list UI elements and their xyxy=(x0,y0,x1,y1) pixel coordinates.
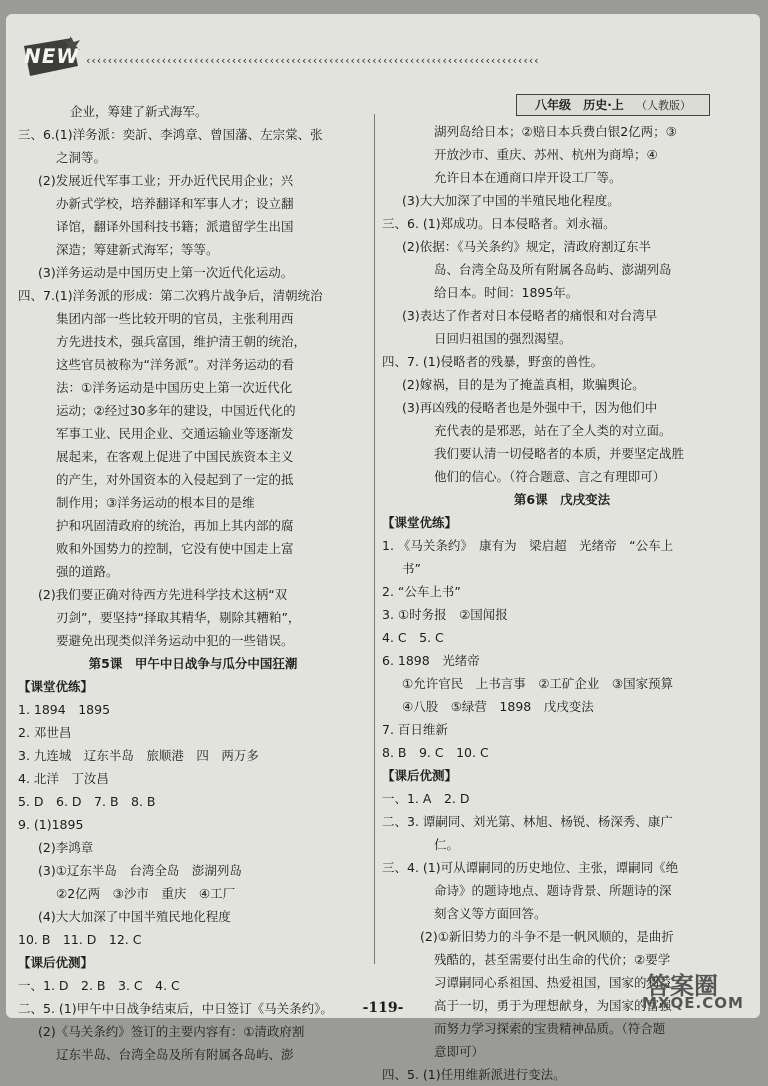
answer-line: 湖列岛给日本；②赔日本兵费白银2亿两；③ xyxy=(434,124,677,139)
section-heading: 【课后优测】 xyxy=(18,955,94,970)
answer-line: (3)大大加深了中国的半殖民地化程度。 xyxy=(402,193,620,208)
answer-line: 2. “公车上书” xyxy=(382,584,461,599)
answer-line: 5. D 6. D 7. B 8. B xyxy=(18,794,156,809)
answer-line: (3)再凶残的侵略者也是外强中干，因为他们中 xyxy=(402,400,658,415)
section-heading: 【课堂优练】 xyxy=(382,515,458,530)
answer-line: 岛、台湾全岛及所有附属各岛屿、澎湖列岛 xyxy=(434,262,672,277)
answer-line: (2)我们要正确对待西方先进科学技术这柄“双 xyxy=(38,587,288,602)
answer-line: 7. 百日维新 xyxy=(382,722,448,737)
answer-line: 三、4. (1)可从谭嗣同的历史地位、主张，谭嗣同《绝 xyxy=(382,860,679,875)
answer-line: 10. B 11. D 12. C xyxy=(18,932,142,947)
answer-line: 四、7.(1)洋务派的形成：第二次鸦片战争后，清朝统治 xyxy=(18,288,323,303)
answer-line: (4)大大加深了中国半殖民地化程度 xyxy=(38,909,231,924)
logo-text: NEW xyxy=(21,44,82,68)
answer-line: (3)洋务运动是中国历史上第一次近代化运动。 xyxy=(38,265,294,280)
column-divider xyxy=(374,114,375,964)
section-heading: 【课堂优练】 xyxy=(18,679,94,694)
answer-line: 之洞等。 xyxy=(56,150,107,165)
answer-line: 3. ①时务报 ②国闻报 xyxy=(382,607,508,622)
answer-line: 要避免出现类似洋务运动中犯的一些错误。 xyxy=(56,633,294,648)
answer-line: (2)《马关条约》签订的主要内容有：①清政府割 xyxy=(38,1024,305,1039)
subject-label: 历史·上 xyxy=(583,98,624,112)
answer-line: 意即可） xyxy=(434,1044,485,1059)
lesson-heading: 第5课 甲午中日战争与瓜分中国狂潮 xyxy=(88,656,298,671)
answer-line: 企业，筹建了新式海军。 xyxy=(70,104,208,119)
answer-line: 展起来，在客观上促进了中国民族资本主义 xyxy=(56,449,294,464)
answer-line: 开放沙市、重庆、苏州、杭州为商埠；④ xyxy=(434,147,658,162)
answer-line: 方先进技术，强兵富国，维护清王朝的统治， xyxy=(56,334,307,349)
answer-line: 他们的信心。（符合题意、言之有理即可） xyxy=(434,469,666,484)
grade-subject-box xyxy=(516,94,710,116)
answer-line: 8. B 9. C 10. C xyxy=(382,745,489,760)
answer-line: 日回归祖国的强烈渴望。 xyxy=(434,331,572,346)
answer-line: 充代表的是邪恶，站在了全人类的对立面。 xyxy=(434,423,672,438)
answer-line: (2)依据：《马关条约》规定，清政府割辽东半 xyxy=(402,239,651,254)
answer-line: 三、6. (1)郑成功。日本侵略者。刘永福。 xyxy=(382,216,616,231)
answer-line: 仁。 xyxy=(434,837,460,852)
page-number: -119- xyxy=(362,1000,404,1016)
answer-line: (2)李鸿章 xyxy=(38,840,94,855)
edition-label: （人教版） xyxy=(635,99,691,112)
answer-line: 而努力学习探索的宝贵精神品质。（符合题 xyxy=(434,1021,666,1036)
answer-line: 一、1. D 2. B 3. C 4. C xyxy=(18,978,180,993)
answer-line: 给日本。时间：1895年。 xyxy=(434,285,579,300)
answer-line: 四、5. (1)任用维新派进行变法。 xyxy=(382,1067,566,1082)
answer-line: (2)发展近代军事工业；开办近代民用企业；兴 xyxy=(38,173,294,188)
header-chevron-rule: ‹‹‹‹‹‹‹‹‹‹‹‹‹‹‹‹‹‹‹‹‹‹‹‹‹‹‹‹‹‹‹‹‹‹‹‹‹‹‹‹‹‹‹‹‹‹‹‹‹‹‹‹‹‹‹‹‹‹‹‹‹‹‹‹‹‹‹‹‹‹‹‹‹‹‹‹‹‹‹‹‹‹‹‹ xyxy=(86,54,540,67)
answer-line: 制作用；③洋务运动的根本目的是维 xyxy=(56,495,255,510)
answer-line: 1. 《马关条约》 康有为 梁启超 光绪帝 “公车上 xyxy=(382,538,674,553)
answer-line: 一、1. A 2. D xyxy=(382,791,470,806)
answer-line: 允许日本在通商口岸开设工厂等。 xyxy=(434,170,622,185)
answer-line: 6. 1898 光绪帝 xyxy=(382,653,480,668)
answer-line: 二、3. 谭嗣同、刘光第、林旭、杨锐、杨深秀、康广 xyxy=(382,814,673,829)
answer-line: (3)表达了作者对日本侵略者的痛恨和对台湾早 xyxy=(402,308,658,323)
answer-line: 集团内部一些比较开明的官员，主张利用西 xyxy=(56,311,294,326)
answer-line: 四、7. (1)侵略者的残暴，野蛮的兽性。 xyxy=(382,354,604,369)
answer-line: 4. 北洋 丁汝昌 xyxy=(18,771,109,786)
answer-line: 4. C 5. C xyxy=(382,630,444,645)
answer-line: 2. 邓世昌 xyxy=(18,725,72,740)
answer-line: 刻含义等方面回答。 xyxy=(434,906,547,921)
section-heading: 【课后优测】 xyxy=(382,768,458,783)
answer-line: 运动；②经过30多年的建设，中国近代化的 xyxy=(56,403,296,418)
answer-line: 的产生，对外国资本的入侵起到了一定的抵 xyxy=(56,472,294,487)
answer-line: ①允许官民 上书言事 ②工矿企业 ③国家预算 xyxy=(402,676,674,691)
answer-line: 3. 九连城 辽东半岛 旅顺港 四 两万多 xyxy=(18,748,259,763)
answer-line: 辽东半岛、台湾全岛及所有附属各岛屿、澎 xyxy=(56,1047,294,1062)
watermark xyxy=(628,964,760,1016)
answer-line: 强的道路。 xyxy=(56,564,119,579)
answer-line: 办新式学校，培养翻译和军事人才；设立翻 xyxy=(56,196,294,211)
answer-line: 护和巩固清政府的统治，再加上其内部的腐 xyxy=(56,518,294,533)
answer-line: 刃剑”，要坚持“择取其精华，剔除其糟粕”， xyxy=(56,610,301,625)
left-answer-column xyxy=(18,100,368,1066)
answer-line: 残酷的，甚至需要付出生命的代价；②要学 xyxy=(434,952,671,967)
answer-line: 二、5. (1)甲午中日战争结束后，中日签订《马关条约》。 xyxy=(18,1001,333,1016)
answer-line: 这些官员被称为“洋务派”。对洋务运动的看 xyxy=(56,357,294,372)
answer-line: 9. (1)1895 xyxy=(18,817,84,832)
answer-line: 书” xyxy=(402,561,421,576)
answer-line: (3)①辽东半岛 台湾全岛 澎湖列岛 xyxy=(38,863,242,878)
answer-line: (2)①新旧势力的斗争不是一帆风顺的，是曲折 xyxy=(420,929,674,944)
lesson-heading: 第6课 戊戌变法 xyxy=(513,492,611,507)
answer-line: 三、6.(1)洋务派：奕訢、李鸿章、曾国藩、左宗棠、张 xyxy=(18,127,323,142)
watermark-text: 答案圈 xyxy=(646,972,718,1000)
answer-line: 1. 1894 1895 xyxy=(18,702,111,717)
answer-line: ②2亿两 ③沙市 重庆 ④工厂 xyxy=(56,886,236,901)
answer-line: ④八股 ⑤绿营 1898 戊戌变法 xyxy=(402,699,594,714)
answer-line: 我们要认清一切侵略者的本质，并要坚定战胜 xyxy=(434,446,685,461)
answer-line: 深造；筹建新式海军；等等。 xyxy=(56,242,219,257)
answer-line: 军事工业、民用企业、交通运输业等逐渐发 xyxy=(56,426,294,441)
answer-line: 高于一切，勇于为理想献身，为国家的富强 xyxy=(434,998,672,1013)
answer-line: 译馆，翻译外国科技书籍；派遣留学生出国 xyxy=(56,219,294,234)
answer-line: 法：①洋务运动是中国历史上第一次近代化 xyxy=(56,380,293,395)
right-answer-column xyxy=(382,120,742,1086)
answer-page xyxy=(6,14,760,1082)
grade-label: 八年级 xyxy=(535,98,572,112)
answer-line: 败和外国势力的控制，它没有使中国走上富 xyxy=(56,541,294,556)
answer-line: (2)嫁祸，目的是为了掩盖真相，欺骗舆论。 xyxy=(402,377,645,392)
answer-line: 命诗》的题诗地点、题诗背景、所题诗的深 xyxy=(434,883,672,898)
answer-line: 习谭嗣同心系祖国、热爱祖国，国家的利益 xyxy=(434,975,672,990)
watermark-url: MXQE.COM xyxy=(642,994,744,1012)
